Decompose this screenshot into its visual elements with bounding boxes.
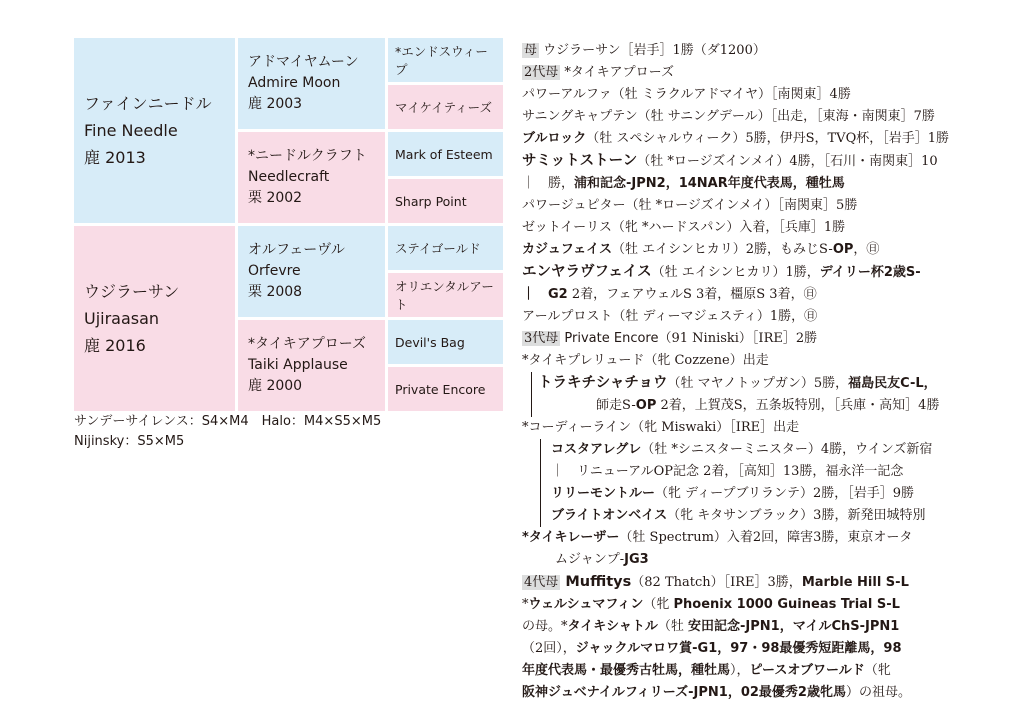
record-detail: ）の祖母。 xyxy=(845,685,911,700)
race-highlight: 年度代表馬・最優秀古牡馬，種牡馬 xyxy=(522,663,731,678)
horse-name: ウェルシュマフィン xyxy=(528,597,644,612)
record-line: *タイキプレリュード（牝 Cozzene）出走 xyxy=(522,353,769,368)
pedigree-table xyxy=(74,38,503,411)
sire-dam-en: Needlecraft xyxy=(248,169,330,185)
record-line: パワーアルファ（牡 ミラクルアドマイヤ）［南関東］4勝 xyxy=(522,87,851,102)
record-line xyxy=(522,261,962,284)
race-grade: OP xyxy=(635,398,657,413)
sire-name-jp: ファインニードル xyxy=(84,94,212,113)
record-detail: （2回）， xyxy=(522,641,576,656)
family-record xyxy=(522,40,962,704)
descendant-block xyxy=(531,372,962,417)
record-detail: （牡 *シニスターミニスター）4勝，ウインズ新宿 xyxy=(641,442,933,457)
race-highlight: Marble Hill S-L xyxy=(801,575,909,590)
record-detail: （牡 エイシンヒカリ）2勝，もみじS- xyxy=(611,242,833,257)
ancestor-ss-dam: マイケイティーズ xyxy=(388,85,503,129)
third-dam-label: 3代母 xyxy=(524,331,559,346)
dam-dam-en: Taiki Applause xyxy=(248,357,348,373)
record-detail: （牡 マヤノトップガン）5勝， xyxy=(667,376,849,391)
second-dam-text: *タイキアプローズ xyxy=(560,65,675,80)
descendant-block xyxy=(540,439,962,527)
horse-name: コスタアレグレ xyxy=(551,442,642,457)
horse-name: トラキチシャチョウ xyxy=(538,375,668,391)
dam-name-en: Ujiraasan xyxy=(84,309,160,328)
record-line xyxy=(522,638,962,660)
record-detail: 2着，フェアウェルS 3着，橿原S 3着，㊐ xyxy=(567,287,817,302)
record-detail: ，㊐ xyxy=(853,242,880,257)
record-detail: * xyxy=(522,597,529,612)
record-line xyxy=(538,372,962,395)
race-highlight: Phoenix 1000 Guineas Trial S-L xyxy=(673,597,900,612)
record-line xyxy=(522,527,962,549)
third-dam-name: Private Encore xyxy=(560,331,659,346)
record-detail: （牡 xyxy=(657,619,689,634)
sire-dam-cell xyxy=(238,132,385,223)
race-highlight: 福島民友C-L， xyxy=(848,376,937,391)
record-line xyxy=(522,173,962,195)
race-highlight: ジャックルマロワ賞-G1，97・98最優秀短距離馬，98 xyxy=(575,641,902,656)
dam-sire-cell xyxy=(238,226,385,317)
record-detail: ）， xyxy=(730,663,750,678)
sire-sire-info: 鹿 2003 xyxy=(248,96,303,112)
horse-name: *タイキレーザー xyxy=(522,530,620,545)
record-detail: 師走S- xyxy=(596,398,636,413)
record-line: *コーディーライン（牝 Miswaki）［IRE］出走 xyxy=(522,420,800,435)
third-dam-text: （91 Niniski）［IRE］2勝 xyxy=(658,331,818,346)
record-detail: （牝 ディープブリランテ）2勝，［岩手］9勝 xyxy=(655,486,914,501)
inbreeding-notes xyxy=(74,412,381,452)
ancestor-ds-sire: ステイゴールド xyxy=(388,226,503,270)
fourth-dam-name: Muffitys xyxy=(560,574,632,590)
sire-info: 鹿 2013 xyxy=(84,148,146,167)
race-highlight: 安田記念-JPN1，マイルChS-JPN1 xyxy=(688,619,900,634)
record-line xyxy=(551,505,962,527)
record-line: ゼットイーリス（牝 *ハードスパン）入着，［兵庫］1勝 xyxy=(522,220,846,235)
record-line xyxy=(522,150,962,173)
race-highlight: 浦和記念-JPN2，14NAR年度代表馬，種牡馬 xyxy=(574,176,845,191)
record-line: サニングキャプテン（牡 サニングデール）［出走，［東海・南関東］7勝 xyxy=(522,109,935,124)
sire-sire-en: Admire Moon xyxy=(248,75,341,91)
record-detail: （牡 スペシャルウィーク）5勝，伊丹S，TVQ杯，［岩手］1勝 xyxy=(586,131,949,146)
second-dam-label: 2代母 xyxy=(524,65,559,80)
inbreeding-line-2: Nijinsky：S5×M5 xyxy=(74,434,185,449)
dam-sire-en: Orfevre xyxy=(248,263,301,279)
record-line: ｜ リニューアルOP記念 2着，［高知］13勝，福永洋一記念 xyxy=(551,464,904,479)
fourth-dam-line xyxy=(522,571,962,594)
inbreeding-line-1: サンデーサイレンス：S4×M4 Halo：M4×S5×M5 xyxy=(74,414,382,429)
ancestor-ds-dam: オリエンタルアート xyxy=(388,273,503,317)
record-detail: 2着，上賀茂S，五条坂特別，［兵庫・高知］4勝 xyxy=(656,398,940,413)
record-detail: （牡 Spectrum）入着2回，障害3勝，東京オータ xyxy=(619,530,913,545)
sire-name-en: Fine Needle xyxy=(84,121,178,140)
dam-line xyxy=(522,40,962,62)
horse-name: エンヤラヴフェイス xyxy=(522,264,652,280)
horse-name: ピースオブワールド xyxy=(749,663,865,678)
race-grade: ｜ G2 xyxy=(522,287,568,302)
record-line xyxy=(522,128,962,150)
record-detail: ｜ 勝， xyxy=(522,176,575,191)
horse-name: タイキシャトル xyxy=(567,619,658,634)
record-detail: の母。* xyxy=(522,619,568,634)
record-detail: （牝 xyxy=(643,597,674,612)
ancestor-sd-dam: Sharp Point xyxy=(388,179,503,223)
sire-sire-jp: アドマイヤムーン xyxy=(248,54,359,70)
horse-name: ブライトオンベイス xyxy=(551,508,668,523)
ancestor-sd-sire: Mark of Esteem xyxy=(388,132,503,176)
sire-sire-cell xyxy=(238,38,385,129)
sire-dam-jp: *ニードルクラフト xyxy=(248,148,367,164)
ancestor-dd-dam: Private Encore xyxy=(388,367,503,411)
dam-name-jp: ウジラーサン xyxy=(84,282,180,301)
dam-label: 母 xyxy=(524,43,538,58)
horse-name: サミットストーン xyxy=(522,153,638,169)
third-dam-line xyxy=(522,328,962,350)
race-grade: JG3 xyxy=(624,552,649,567)
fourth-dam-text: （82 Thatch）［IRE］3勝， xyxy=(631,575,802,590)
record-line: パワージュピター（牡 *ロージズインメイ）［南関東］5勝 xyxy=(522,198,858,213)
race-highlight: デイリー杯2歳S- xyxy=(819,265,921,280)
fourth-dam-label: 4代母 xyxy=(524,575,559,590)
dam-sire-jp: オルフェーヴル xyxy=(248,242,345,258)
record-detail: （牡 *ロージズインメイ）4勝，［石川・南関東］10 xyxy=(637,154,938,169)
record-line xyxy=(522,284,962,306)
horse-name: カジュフェイス xyxy=(522,242,612,257)
dam-cell xyxy=(74,226,235,411)
record-line xyxy=(522,616,962,638)
race-highlight: 阪神ジュベナイルフィリーズ-JPN1，02最優秀2歳牝馬 xyxy=(522,685,846,700)
sire-dam-info: 栗 2002 xyxy=(248,190,303,206)
record-line xyxy=(538,395,962,417)
sire-cell xyxy=(74,38,235,223)
horse-name: ブルロック xyxy=(522,131,587,146)
record-detail: （牡 エイシンヒカリ）1勝， xyxy=(651,265,820,280)
record-detail: （牝 xyxy=(864,663,891,678)
dam-dam-cell xyxy=(238,320,385,411)
record-line xyxy=(522,682,962,704)
second-dam-line xyxy=(522,62,962,84)
dam-dam-info: 鹿 2000 xyxy=(248,378,303,394)
horse-name: リリーモントルー xyxy=(551,486,656,501)
record-line xyxy=(522,549,962,571)
record-line xyxy=(551,483,962,505)
ancestor-dd-sire: Devil's Bag xyxy=(388,320,503,364)
record-line xyxy=(551,439,962,461)
record-detail: ムジャンプ- xyxy=(555,552,625,567)
record-line xyxy=(522,594,962,616)
dam-sire-info: 栗 2008 xyxy=(248,284,303,300)
dam-info: 鹿 2016 xyxy=(84,336,146,355)
record-detail: （牝 キタサンブラック）3勝，新発田城特別 xyxy=(667,508,926,523)
race-grade: OP xyxy=(832,242,854,257)
record-line xyxy=(522,239,962,261)
ancestor-ss-sire: *エンドスウィープ xyxy=(388,38,503,82)
dam-dam-jp: *タイキアプローズ xyxy=(248,336,367,352)
record-line xyxy=(522,660,962,682)
dam-text: ウジラーサン［岩手］1勝（ダ1200） xyxy=(539,43,766,58)
record-line: アールプロスト（牡 ディーマジェスティ）1勝，㊐ xyxy=(522,309,818,324)
